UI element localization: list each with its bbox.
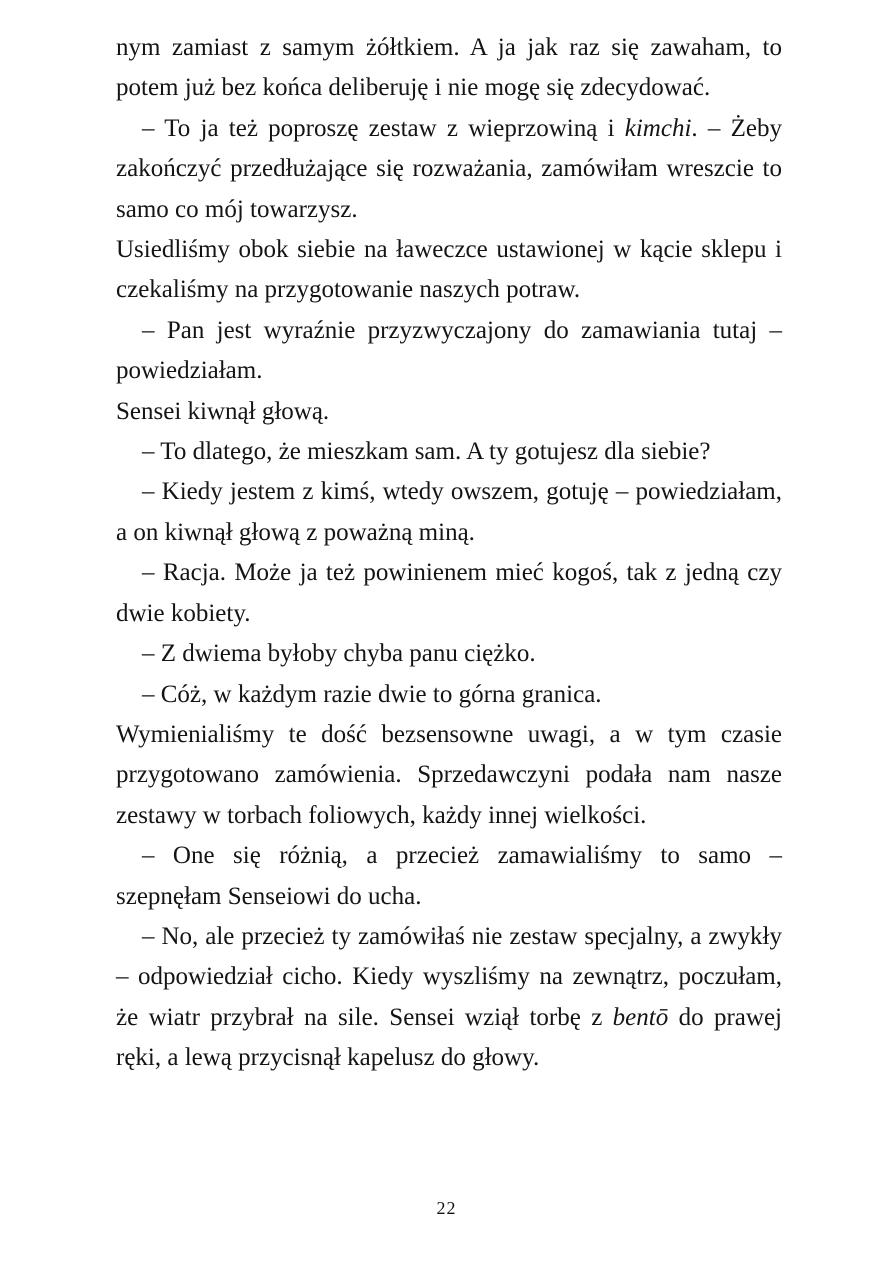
italic-word-bento: bentō xyxy=(612,1003,669,1031)
italic-word-kimchi: kimchi xyxy=(624,114,692,142)
paragraph-5: Sensei kiwnął głową. xyxy=(116,397,330,425)
paragraph-4: – Pan jest wyraźnie przyzwyczajony do zamawiania tutaj – powiedziałam. xyxy=(116,316,782,385)
page-number: 22 xyxy=(436,1198,457,1218)
paragraph-1: nym zamiast z samym żółtkiem. A ja jak raz się zawaham, to potem już bez końca deliberuję i nie mogę się zdecydować. xyxy=(116,34,782,102)
paragraph-9: – Z dwiema byłoby chyba panu ciężko. xyxy=(142,640,536,668)
paragraph-2: – To ja też poproszę zestaw z wieprzowiną i kimchi. – Żeby zakończyć przedłużające się rozważania, zamówiłam wreszcie to samo co mój towarzysz. xyxy=(116,114,782,223)
paragraph-10: – Cóż, w każdym razie dwie to górna granica. xyxy=(142,680,602,708)
paragraph-3: Usiedliśmy obok siebie na ławeczce ustawionej w kącie sklepu i czekaliśmy na przygotowanie naszych potraw. xyxy=(116,236,782,304)
paragraph-6: – To dlatego, że mieszkam sam. A ty gotujesz dla siebie? xyxy=(142,438,711,466)
paragraph-11: Wymienialiśmy te dość bezsensowne uwagi, a w tym czasie przygotowano zamówienia. Sprzedawczyni podała nam nasze zestawy w torbach foliowych, każdy innej wielkości. xyxy=(116,720,782,829)
paragraph-12: – One się różnią, a przecież zamawialiśmy to samo – szepnęłam Senseiowi do ucha. xyxy=(116,842,782,910)
page-body xyxy=(116,28,782,1079)
paragraph-8: – Racja. Może ja też powinienem mieć kogoś, tak z jedną czy dwie kobiety. xyxy=(116,559,782,627)
paragraph-7: – Kiedy jestem z kimś, wtedy owszem, gotuję – powiedziałam, a on kiwnął głową z poważną miną. xyxy=(116,478,782,546)
paragraph-13: – No, ale przecież ty zamówiłaś nie zestaw specjalny, a zwykły – odpowiedział cicho. Kiedy wyszliśmy na zewnątrz, poczułam, że wiatr przybrał na sile. Sensei wziął torbę z bentō do prawej ręki, a lewą przycisnął kapelusz do głowy. xyxy=(116,922,782,1072)
